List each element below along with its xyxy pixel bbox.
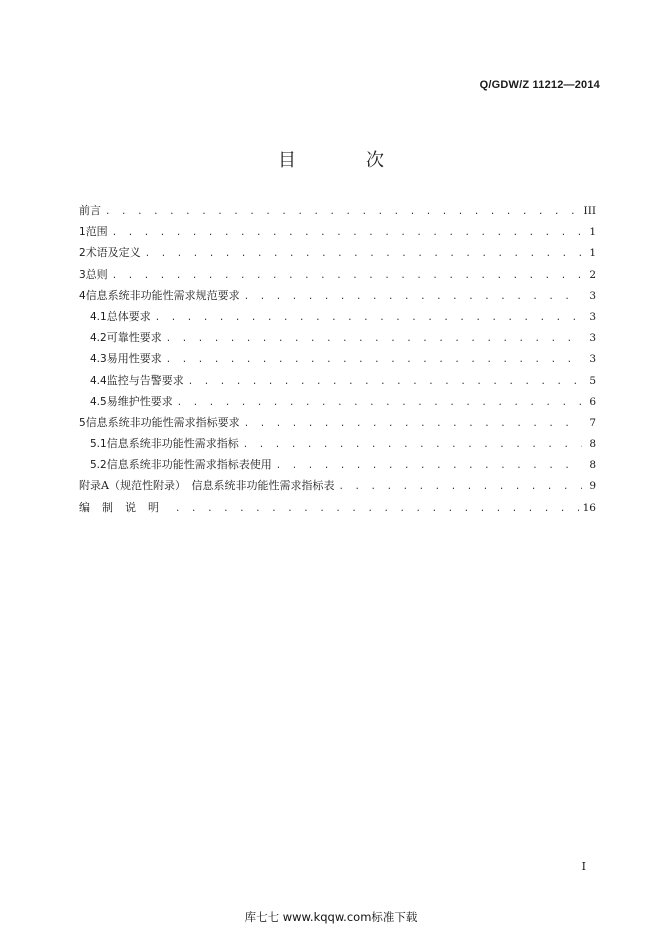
toc-entry-number: 5 <box>79 416 86 429</box>
toc-entry[interactable] <box>79 497 596 518</box>
toc-entry-label: 编制说明 <box>79 500 171 514</box>
toc-entry-page: 9 <box>589 480 596 493</box>
toc-entry-label: 信息系统非功能性需求指标 <box>106 437 239 451</box>
toc-leader-dots <box>112 223 582 244</box>
toc-leader-dots <box>105 202 580 223</box>
toc-entry-number: 4 <box>79 289 86 302</box>
toc-entry[interactable] <box>79 391 596 412</box>
toc-entry-label: 信息系统非功能性需求指标表使用 <box>106 458 272 472</box>
toc-entry-page: 3 <box>589 353 596 366</box>
toc-entry-label: 信息系统非功能性需求指标要求 <box>85 415 240 429</box>
toc-entry[interactable] <box>79 242 596 263</box>
toc-title <box>0 146 662 172</box>
toc-entry[interactable] <box>79 285 596 306</box>
toc-leader-dots <box>166 329 582 350</box>
toc-entry-number: 4.1 <box>90 310 107 323</box>
toc-title-char-2: 次 <box>366 150 384 171</box>
toc-entry-label: 附录A（规范性附录） 信息系统非功能性需求指标表 <box>79 479 335 493</box>
toc-entry-page: 3 <box>589 289 596 302</box>
toc-leader-dots <box>145 244 582 265</box>
toc-entry-number: 3 <box>79 268 86 281</box>
toc-entry-label: 监控与告警要求 <box>106 373 184 387</box>
toc-entry-number: 4.2 <box>90 332 107 345</box>
toc-leader-dots <box>166 350 582 371</box>
standard-code: Q/GDW/Z 11212—2014 <box>479 79 600 91</box>
toc-entry-number: 2 <box>79 247 86 260</box>
toc-list <box>79 200 596 518</box>
toc-entry-label: 前言 <box>79 204 101 217</box>
toc-entry-label: 易用性要求 <box>106 352 162 366</box>
toc-entry[interactable] <box>79 475 596 496</box>
toc-leader-dots <box>112 266 582 287</box>
toc-leader-dots <box>244 414 582 435</box>
toc-entry[interactable] <box>79 264 596 285</box>
toc-entry-page: 5 <box>589 374 596 387</box>
toc-title-char-1: 目 <box>278 150 296 171</box>
footer-watermark: 库七七 www.kqqw.com标准下载 <box>244 910 418 924</box>
toc-entry-page: 1 <box>589 226 596 239</box>
toc-leader-dots <box>244 287 582 308</box>
toc-leader-dots <box>175 499 579 520</box>
toc-leader-dots <box>243 435 582 456</box>
toc-entry-page: 16 <box>582 501 596 514</box>
toc-entry-number: 5.1 <box>90 438 107 451</box>
toc-entry-page: 7 <box>589 416 596 429</box>
page-number: I <box>581 860 586 873</box>
toc-entry-page: 8 <box>589 438 596 451</box>
toc-entry-number: 4.5 <box>90 395 107 408</box>
toc-leader-dots <box>177 393 582 414</box>
toc-leader-dots <box>338 477 582 498</box>
toc-entry-page: 3 <box>589 310 596 323</box>
toc-entry-number: 4.4 <box>90 374 107 387</box>
toc-entry[interactable] <box>79 412 596 433</box>
toc-entry[interactable] <box>79 370 596 391</box>
toc-entry[interactable] <box>79 454 596 475</box>
toc-entry-number: 1 <box>79 226 86 239</box>
toc-entry[interactable] <box>79 306 596 327</box>
toc-entry-page: 2 <box>589 268 596 281</box>
toc-entry[interactable] <box>79 200 596 221</box>
toc-entry-page: 8 <box>589 459 596 472</box>
toc-entry-label: 术语及定义 <box>85 246 141 260</box>
toc-entry-label: 总则 <box>85 267 108 281</box>
toc-leader-dots <box>188 372 582 393</box>
toc-entry-number: 5.2 <box>90 459 107 472</box>
toc-entry-label: 范围 <box>85 225 108 239</box>
toc-leader-dots <box>276 456 582 477</box>
toc-entry-page: III <box>583 205 596 217</box>
toc-entry-label: 可靠性要求 <box>106 331 162 345</box>
toc-entry-page: 6 <box>589 395 596 408</box>
toc-entry-number: 4.3 <box>90 353 107 366</box>
toc-entry-label: 总体要求 <box>106 309 151 323</box>
toc-entry-label: 易维护性要求 <box>106 394 173 408</box>
toc-entry[interactable] <box>79 221 596 242</box>
toc-entry[interactable] <box>79 348 596 369</box>
toc-entry-page: 1 <box>589 247 596 260</box>
toc-entry[interactable] <box>79 433 596 454</box>
toc-entry-label: 信息系统非功能性需求规范要求 <box>85 288 240 302</box>
toc-entry-page: 3 <box>589 332 596 345</box>
toc-leader-dots <box>155 308 582 329</box>
toc-entry[interactable] <box>79 327 596 348</box>
